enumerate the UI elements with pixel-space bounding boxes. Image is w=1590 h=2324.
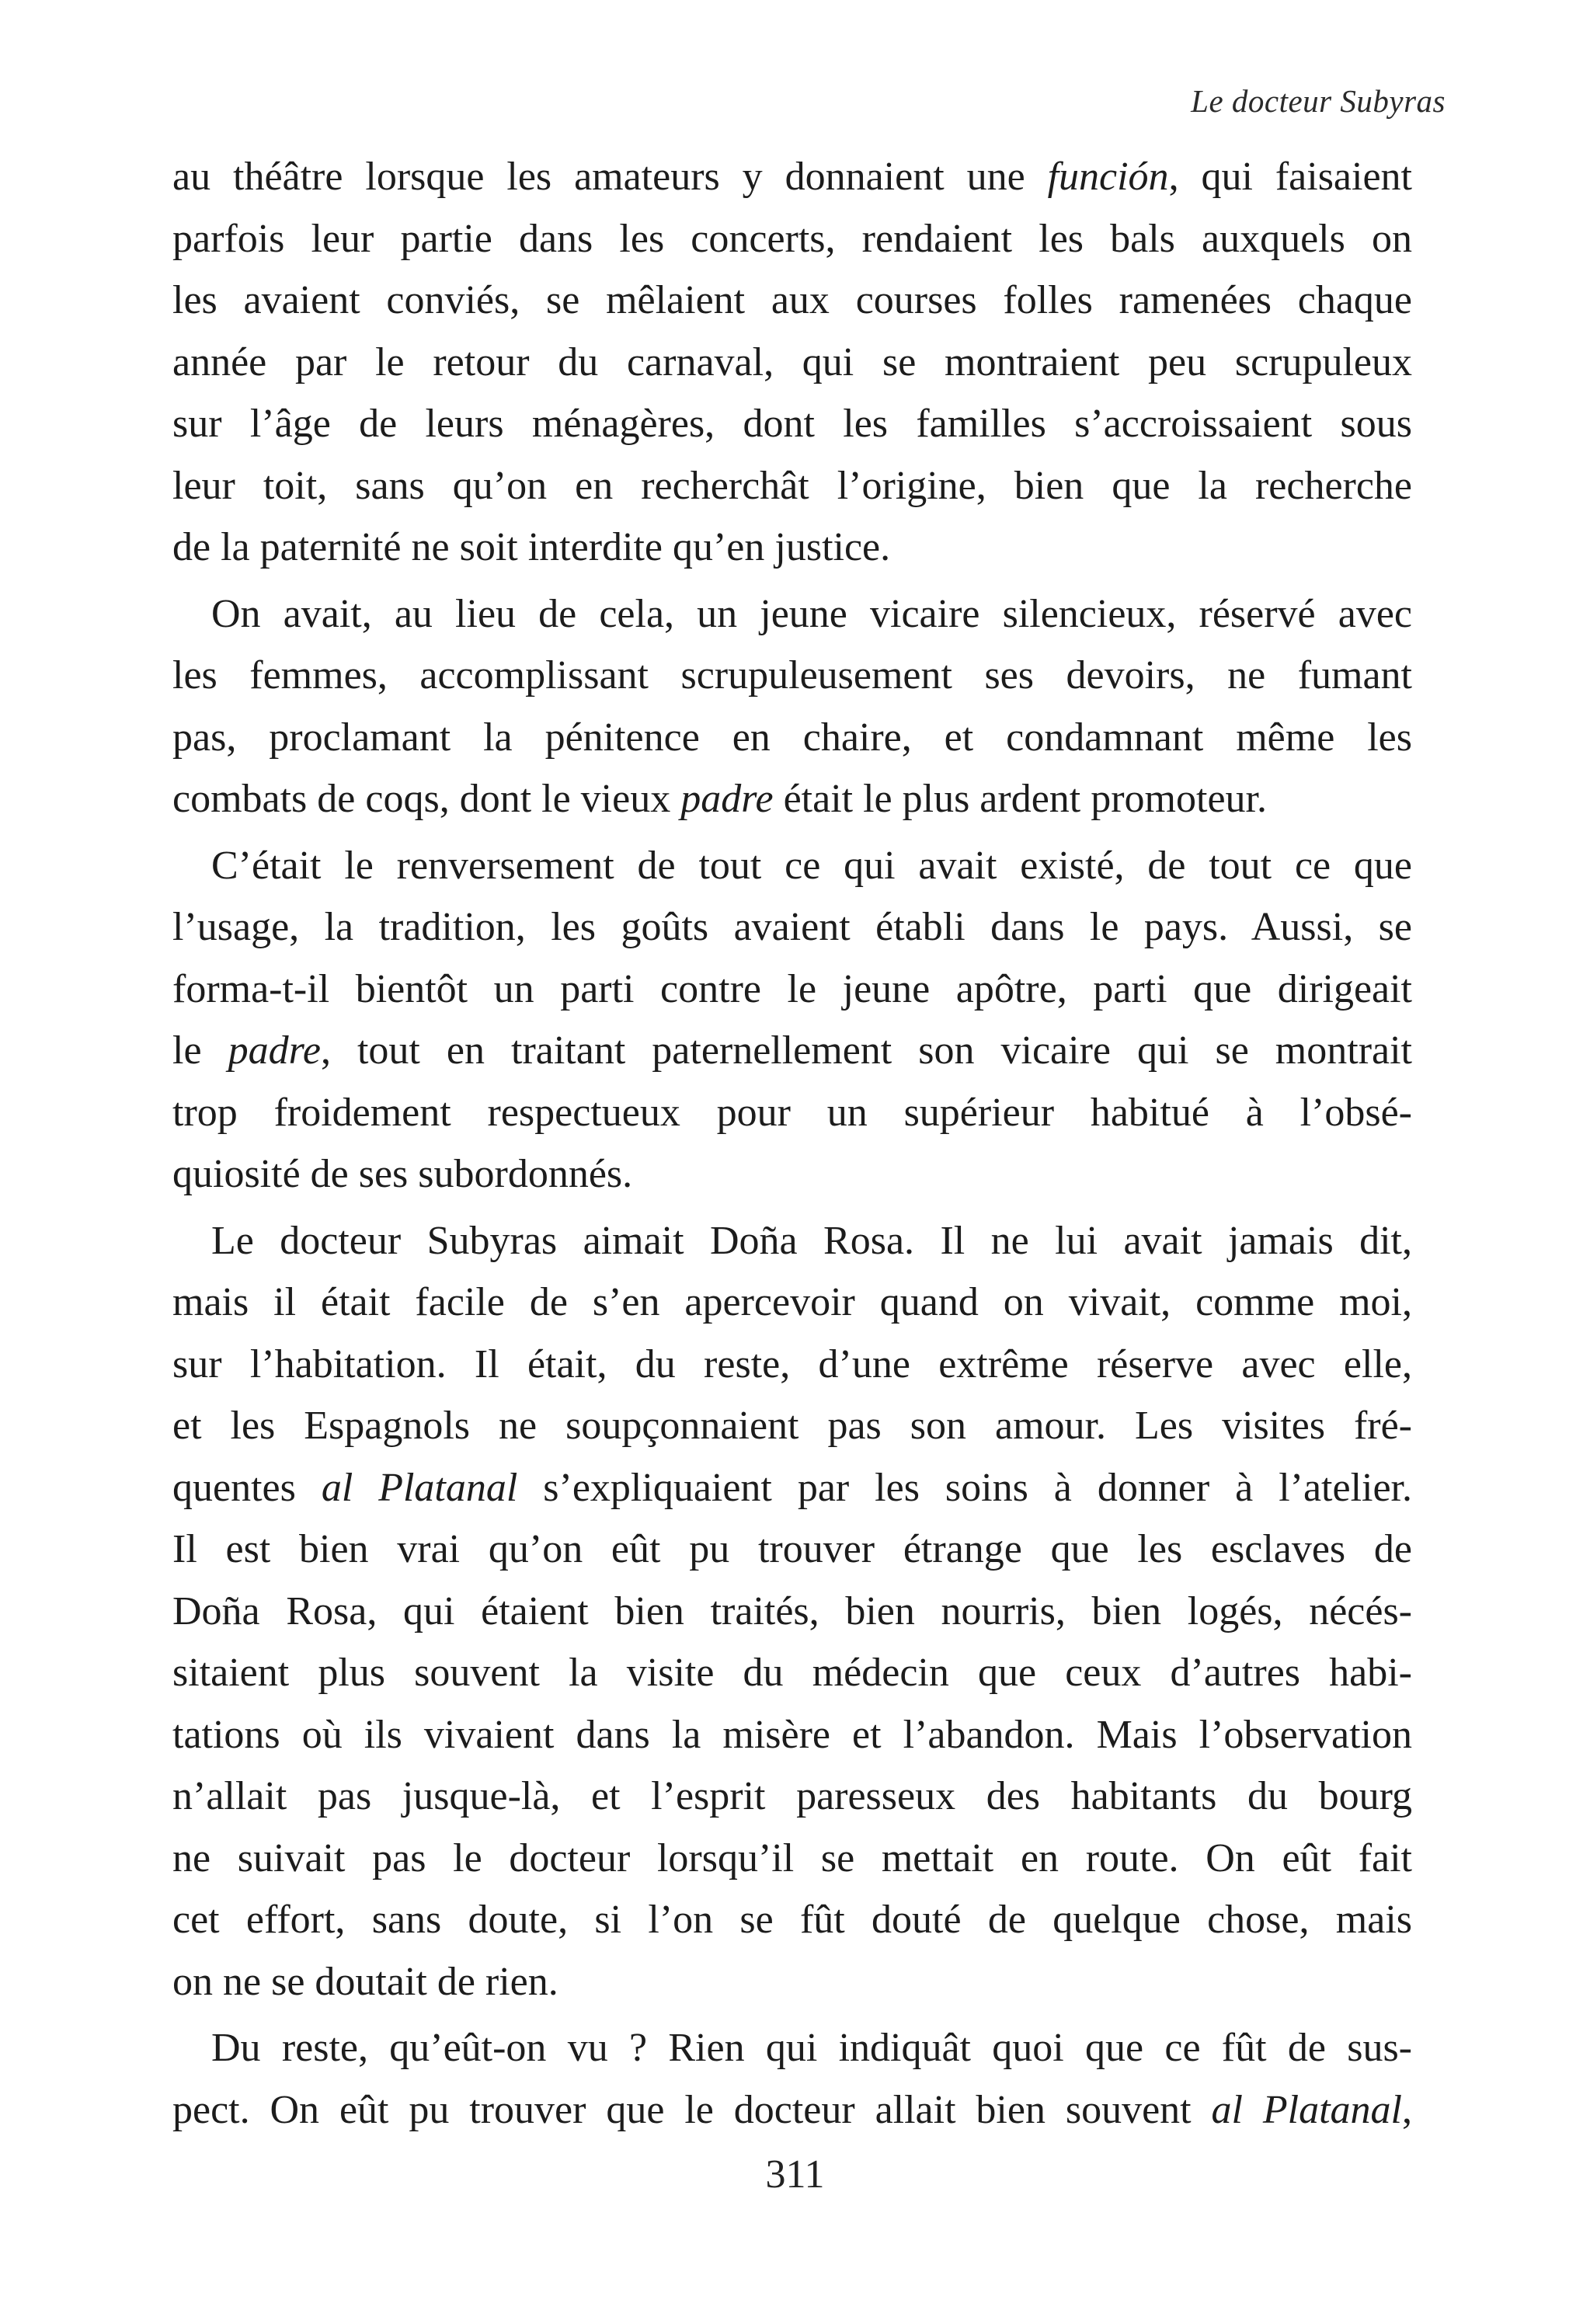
text-line xyxy=(172,208,1412,270)
text-run: pas, proclamant la pénitence en chaire, et condamnant même les xyxy=(172,715,1412,760)
text-line xyxy=(172,1581,1412,1643)
text-line xyxy=(172,146,1412,208)
text-run: On avait, au lieu de cela, un jeune vicaire silencieux, réservé avec xyxy=(211,591,1412,636)
running-header: Le docteur Subyras xyxy=(1191,83,1446,119)
text-line xyxy=(172,1951,1412,2013)
text-line xyxy=(172,1272,1412,1334)
italic-term: padre xyxy=(228,1028,321,1073)
text-run: sitaient plus souvent la visite du médecin que ceux d’autres habi- xyxy=(172,1651,1412,1695)
text-run: était le plus ardent promoteur. xyxy=(773,777,1267,821)
text-line xyxy=(172,583,1412,645)
text-line xyxy=(172,1704,1412,1766)
text-run: leur toit, sans qu’on en recherchât l’origine, bien que la recherche xyxy=(172,463,1412,508)
text-line xyxy=(172,707,1412,769)
text-run: quiosité de ses subordonnés. xyxy=(172,1152,633,1196)
text-line xyxy=(172,1210,1412,1272)
text-line xyxy=(172,1828,1412,1890)
text-run: et les Espagnols ne soupçonnaient pas son amour. Les visites fré- xyxy=(172,1404,1412,1448)
text-line xyxy=(172,768,1412,830)
text-run: on ne se doutait de rien. xyxy=(172,1959,558,2004)
text-run: , tout en traitant paternellement son vicaire qui se montrait xyxy=(320,1028,1412,1073)
text-run: , qui faisaient xyxy=(1168,155,1412,199)
text-run: sur l’âge de leurs ménagères, dont les familles s’accroissaient sous xyxy=(172,402,1412,446)
text-run: C’était le renversement de tout ce qui avait existé, de tout ce que xyxy=(211,843,1412,888)
text-run: l’usage, la tradition, les goûts avaient établi dans le pays. Aussi, se xyxy=(172,905,1412,949)
text-run: Le docteur Subyras aimait Doña Rosa. Il ne lui avait jamais dit, xyxy=(211,1218,1412,1263)
page-number: 311 xyxy=(765,2152,825,2197)
text-line xyxy=(172,2079,1412,2141)
text-run: les femmes, accomplissant scrupuleusement ses devoirs, ne fumant xyxy=(172,653,1412,698)
text-run: forma-t-il bientôt un parti contre le jeune apôtre, parti que dirigeait xyxy=(172,966,1412,1011)
text-line xyxy=(172,455,1412,517)
text-run: Doña Rosa, qui étaient bien traités, bien nourris, bien logés, nécés- xyxy=(172,1588,1412,1633)
text-line xyxy=(172,1020,1412,1082)
text-line xyxy=(172,332,1412,394)
text-run: de la paternité ne soit interdite qu’en justice. xyxy=(172,525,891,569)
text-run: année par le retour du carnaval, qui se montraient peu scrupuleux xyxy=(172,339,1412,384)
text-line xyxy=(172,1642,1412,1704)
text-line xyxy=(172,1143,1412,1205)
text-run: combats de coqs, dont le vieux xyxy=(172,777,681,821)
italic-term: al Platanal xyxy=(1211,2087,1402,2132)
text-line xyxy=(172,645,1412,707)
text-line xyxy=(172,517,1412,579)
text-line xyxy=(172,1519,1412,1581)
text-run: les avaient conviés, se mêlaient aux courses folles ramenées chaque xyxy=(172,278,1412,322)
text-run: n’allait pas jusque-là, et l’esprit paresseux des habitants du bourg xyxy=(172,1774,1412,1818)
italic-term: función xyxy=(1047,155,1169,199)
text-run: Il est bien vrai qu’on eût pu trouver étrange que les esclaves de xyxy=(172,1527,1412,1571)
text-line xyxy=(172,835,1412,897)
text-line xyxy=(172,896,1412,958)
text-run: mais il était facile de s’en apercevoir quand on vivait, comme moi, xyxy=(172,1280,1412,1324)
text-line xyxy=(172,270,1412,332)
text-line xyxy=(172,393,1412,455)
text-run: , xyxy=(1402,2087,1412,2132)
text-line xyxy=(172,2017,1412,2079)
text-run: ne suivait pas le docteur lorsqu’il se mettait en route. On eût fait xyxy=(172,1835,1412,1880)
text-run: cet effort, sans doute, si l’on se fût douté de quelque chose, mais xyxy=(172,1898,1412,1942)
text-line xyxy=(172,1395,1412,1457)
text-run: Du reste, qu’eût-on vu ? Rien qui indiquât quoi que ce fût de sus- xyxy=(211,2026,1412,2070)
text-line xyxy=(172,1457,1412,1519)
text-run: s’expliquaient par les soins à donner à l’atelier. xyxy=(517,1465,1412,1510)
text-line xyxy=(172,958,1412,1021)
text-line xyxy=(172,1766,1412,1828)
text-run: parfois leur partie dans les concerts, rendaient les bals auxquels on xyxy=(172,216,1412,261)
italic-term: padre xyxy=(680,777,774,821)
text-line xyxy=(172,1889,1412,1951)
body-text xyxy=(172,146,1412,2141)
text-line xyxy=(172,1082,1412,1144)
text-run: trop froidement respectueux pour un supérieur habitué à l’obsé- xyxy=(172,1090,1412,1135)
text-run: tations où ils vivaient dans la misère et l’abandon. Mais l’observation xyxy=(172,1712,1412,1757)
italic-term: al Platanal xyxy=(321,1465,518,1510)
text-run: sur l’habitation. Il était, du reste, d’une extrême réserve avec elle, xyxy=(172,1341,1412,1386)
text-run: quentes xyxy=(172,1465,322,1510)
text-line xyxy=(172,1334,1412,1396)
text-run: pect. On eût pu trouver que le docteur allait bien souvent xyxy=(172,2087,1212,2132)
text-run: au théâtre lorsque les amateurs y donnaient une xyxy=(172,155,1048,199)
text-run: le xyxy=(172,1028,228,1073)
